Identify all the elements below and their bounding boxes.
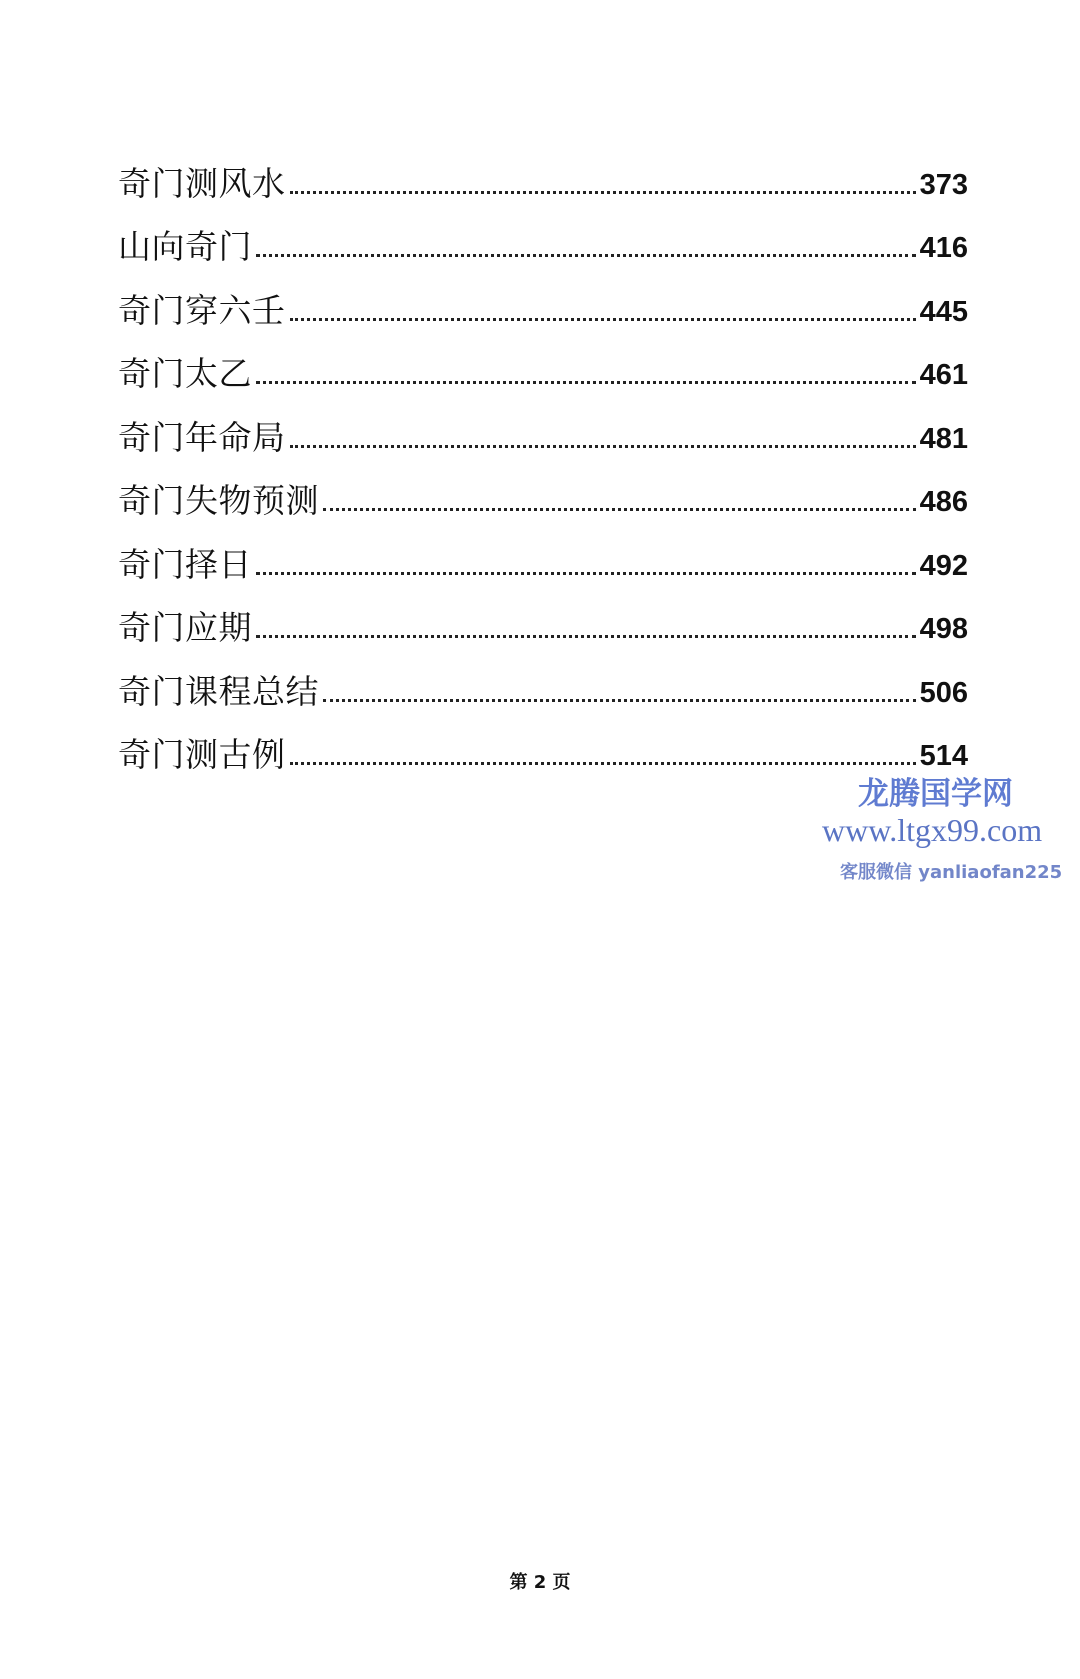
toc-leader-dots xyxy=(256,635,916,638)
toc-entry-page: 373 xyxy=(919,168,968,201)
toc-entry-page: 461 xyxy=(919,359,968,391)
toc-entry-title: 奇门测古例 xyxy=(118,735,286,774)
toc-leader-dots xyxy=(290,762,916,765)
toc-leader-dots xyxy=(323,508,916,511)
toc-entry[interactable] xyxy=(118,200,968,264)
table-of-contents xyxy=(118,136,968,774)
toc-entry[interactable] xyxy=(118,708,968,772)
toc-entry-page: 506 xyxy=(919,676,968,709)
toc-leader-dots xyxy=(256,254,916,257)
toc-leader-dots xyxy=(256,381,916,384)
toc-entry-title: 奇门穿六壬 xyxy=(118,290,286,330)
toc-leader-dots xyxy=(290,318,916,321)
toc-entry-page: 498 xyxy=(919,613,968,645)
toc-leader-dots xyxy=(290,191,916,194)
watermark-url: www.ltgx99.com xyxy=(822,812,1043,848)
toc-entry[interactable] xyxy=(118,517,968,584)
toc-entry-title: 奇门测风水 xyxy=(118,163,286,203)
toc-entry-page: 486 xyxy=(919,486,968,518)
toc-entry[interactable] xyxy=(118,390,968,457)
toc-entry-title: 奇门应期 xyxy=(118,608,252,647)
toc-leader-dots xyxy=(323,699,916,702)
toc-entry-title: 奇门年命局 xyxy=(118,417,286,457)
toc-entry[interactable] xyxy=(118,327,968,391)
toc-entry[interactable] xyxy=(118,581,968,645)
toc-entry-page: 514 xyxy=(919,740,968,772)
toc-entry-title: 奇门失物预测 xyxy=(118,481,319,520)
toc-entry[interactable] xyxy=(118,136,968,203)
page-number: 第 2 页 xyxy=(509,1572,571,1593)
toc-entry-page: 416 xyxy=(919,232,968,264)
toc-entry[interactable] xyxy=(118,644,968,711)
watermark-contact: 客服微信 yanliaofan225 xyxy=(840,862,1063,883)
toc-entry[interactable] xyxy=(118,454,968,518)
toc-entry-page: 445 xyxy=(919,295,968,328)
toc-leader-dots xyxy=(290,445,916,448)
toc-entry-title: 奇门择日 xyxy=(118,544,252,584)
watermark-site-name: 龙腾国学网 xyxy=(858,776,1013,812)
toc-entry-title: 奇门课程总结 xyxy=(118,671,319,711)
toc-entry-title: 奇门太乙 xyxy=(118,354,252,393)
toc-entry-page: 481 xyxy=(919,422,968,455)
toc-entry[interactable] xyxy=(118,263,968,330)
toc-leader-dots xyxy=(256,572,916,575)
toc-entry-title: 山向奇门 xyxy=(118,227,252,266)
toc-entry-page: 492 xyxy=(919,549,968,582)
